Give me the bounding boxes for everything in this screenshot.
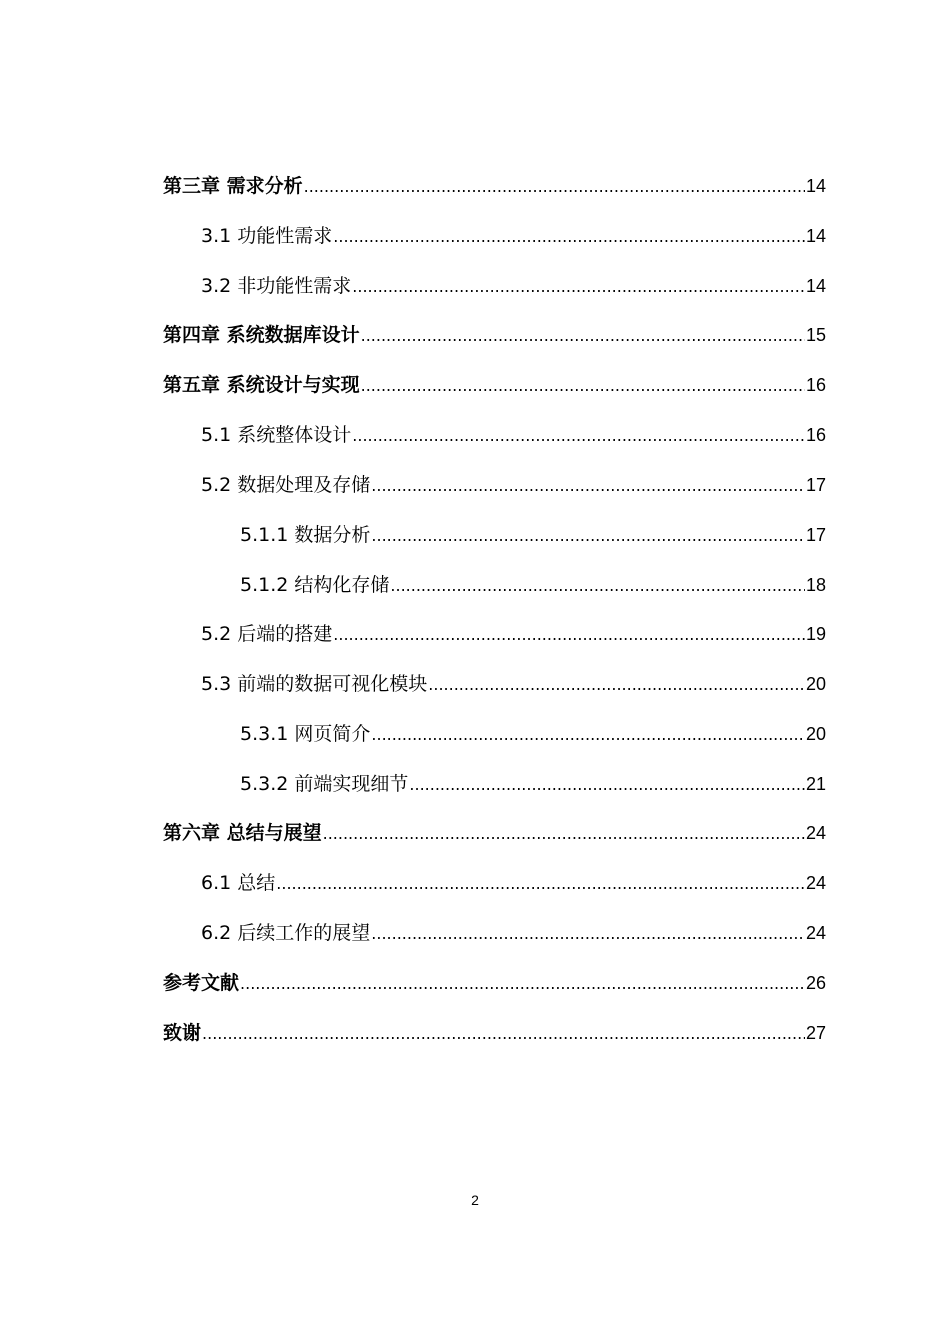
- toc-entry-section-3-1[interactable]: [201, 221, 826, 251]
- toc-dot-leader: [352, 272, 805, 302]
- toc-dot-leader: [352, 421, 805, 451]
- toc-dot-leader: [333, 620, 805, 650]
- toc-entry-section-5-3[interactable]: [201, 669, 826, 699]
- toc-entry-title: 5.3.1 网页简介: [240, 723, 371, 745]
- toc-dot-leader: [361, 371, 805, 401]
- toc-dot-leader: [371, 919, 805, 949]
- toc-dot-leader: [333, 222, 805, 252]
- toc-entry-subsection-5-3-2[interactable]: [240, 769, 826, 799]
- toc-entry-title: 3.1 功能性需求: [201, 225, 333, 247]
- toc-entry-page: 14: [805, 276, 826, 296]
- toc-entry-title: 5.3.2 前端实现细节: [240, 773, 409, 795]
- toc-entry-acknowledgements[interactable]: [163, 1018, 826, 1048]
- toc-entry-subsection-5-1-2[interactable]: [240, 570, 826, 600]
- toc-entry-section-5-2-backend[interactable]: [201, 619, 826, 649]
- toc-dot-leader: [304, 172, 805, 202]
- toc-entry-page: 14: [805, 176, 826, 196]
- toc-entry-chapter-4[interactable]: [163, 320, 826, 350]
- toc-entry-title: 致谢: [163, 1022, 202, 1044]
- toc-dot-leader: [202, 1019, 805, 1049]
- toc-entry-title: 3.2 非功能性需求: [201, 275, 352, 297]
- toc-entry-title: 第三章 需求分析: [163, 175, 303, 197]
- toc-entry-subsection-5-3-1[interactable]: [240, 719, 826, 749]
- toc-entry-page: 14: [805, 226, 826, 246]
- toc-entry-title: 第六章 总结与展望: [163, 822, 322, 844]
- toc-dot-leader: [409, 770, 805, 800]
- toc-entry-title: 6.1 总结: [201, 872, 276, 894]
- toc-entry-section-6-1[interactable]: [201, 868, 826, 898]
- toc-entry-page: 19: [805, 624, 826, 644]
- toc-entry-page: 20: [805, 674, 826, 694]
- toc-entry-title: 6.2 后续工作的展望: [201, 922, 371, 944]
- toc-entry-title: 5.1.1 数据分析: [240, 524, 371, 546]
- toc-entry-page: 17: [805, 525, 826, 545]
- toc-entry-section-3-2[interactable]: [201, 271, 826, 301]
- toc-entry-page: 21: [805, 774, 826, 794]
- toc-entry-section-5-2[interactable]: [201, 470, 826, 500]
- toc-dot-leader: [371, 471, 805, 501]
- toc-entry-page: 15: [805, 325, 826, 345]
- page-number: 2: [471, 1192, 479, 1208]
- toc-entry-chapter-5[interactable]: [163, 370, 826, 400]
- toc-dot-leader: [276, 869, 805, 899]
- toc-dot-leader: [323, 819, 805, 849]
- toc-entry-page: 16: [805, 375, 826, 395]
- toc-entry-title: 5.3 前端的数据可视化模块: [201, 673, 428, 695]
- toc-entry-title: 5.2 后端的搭建: [201, 623, 333, 645]
- toc-entry-title: 第四章 系统数据库设计: [163, 324, 360, 346]
- toc-entry-page: 24: [805, 823, 826, 843]
- toc-entry-title: 参考文献: [163, 972, 240, 994]
- toc-entry-title: 第五章 系统设计与实现: [163, 374, 360, 396]
- toc-dot-leader: [371, 521, 805, 551]
- toc-dot-leader: [428, 670, 805, 700]
- toc-entry-page: 24: [805, 873, 826, 893]
- toc-entry-page: 24: [805, 923, 826, 943]
- toc-entry-page: 17: [805, 475, 826, 495]
- toc-entry-section-5-1[interactable]: [201, 420, 826, 450]
- toc-entry-page: 26: [805, 973, 826, 993]
- toc-entry-references[interactable]: [163, 968, 826, 998]
- toc-dot-leader: [361, 321, 805, 351]
- toc-dot-leader: [371, 720, 805, 750]
- toc-entry-title: 5.2 数据处理及存储: [201, 474, 371, 496]
- toc-entry-title: 5.1 系统整体设计: [201, 424, 352, 446]
- toc-entry-chapter-3[interactable]: [163, 171, 826, 201]
- toc-entry-chapter-6[interactable]: [163, 818, 826, 848]
- toc-entry-section-6-2[interactable]: [201, 918, 826, 948]
- toc-dot-leader: [240, 969, 805, 999]
- toc-entry-page: 20: [805, 724, 826, 744]
- toc-dot-leader: [390, 571, 805, 601]
- toc-entry-page: 16: [805, 425, 826, 445]
- toc-entry-subsection-5-1-1[interactable]: [240, 520, 826, 550]
- toc-entry-page: 27: [805, 1023, 826, 1043]
- toc-entry-page: 18: [805, 575, 826, 595]
- toc-entry-title: 5.1.2 结构化存储: [240, 574, 390, 596]
